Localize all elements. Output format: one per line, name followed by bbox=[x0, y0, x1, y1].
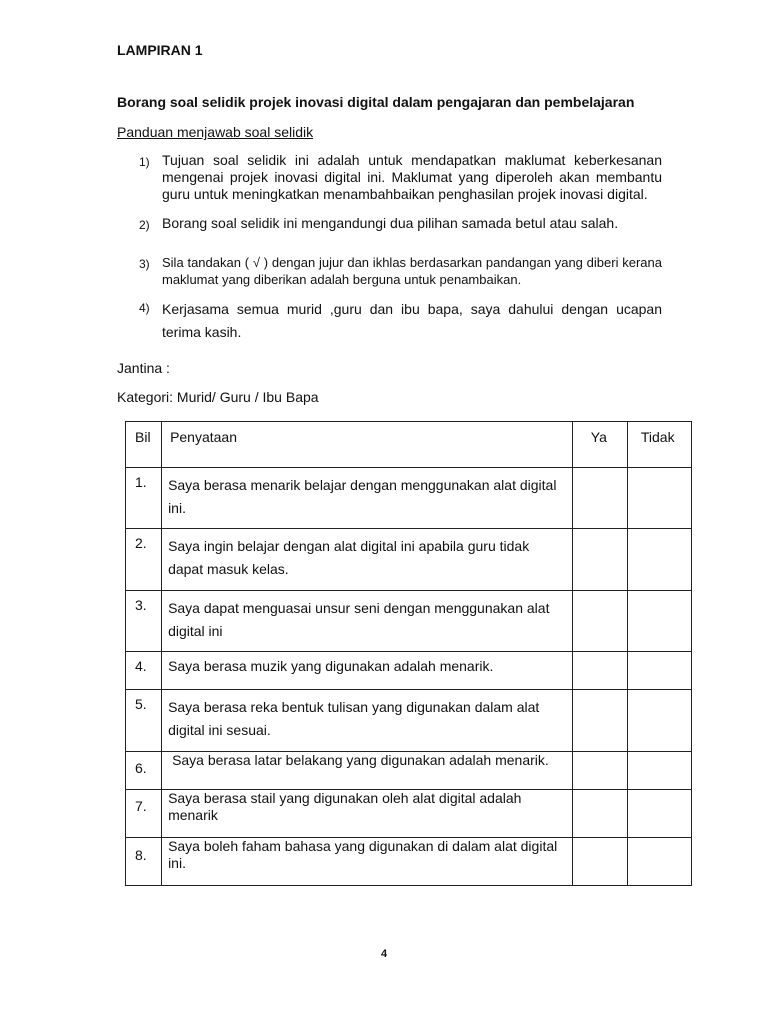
row-number: 5. bbox=[126, 690, 162, 752]
yes-checkbox-cell[interactable] bbox=[572, 468, 627, 529]
header-no: Tidak bbox=[627, 422, 691, 468]
guide-heading: Panduan menjawab soal selidik bbox=[117, 124, 314, 140]
table-row bbox=[126, 690, 692, 752]
guide-item-text: Sila tandakan ( √ ) dengan jujur dan ikhlas berdasarkan pandangan yang diberi kerana maklumat yang diberikan adalah berguna untuk penambaikan. bbox=[162, 255, 662, 287]
no-checkbox-cell[interactable] bbox=[627, 591, 691, 652]
row-statement: Saya berasa muzik yang digunakan adalah menarik. bbox=[162, 652, 573, 690]
row-number: 3. bbox=[126, 591, 162, 652]
row-statement: Saya berasa stail yang digunakan oleh alat digital adalah menarik bbox=[162, 790, 573, 838]
appendix-label: LAMPIRAN 1 bbox=[117, 42, 203, 58]
table-row bbox=[126, 838, 692, 886]
header-statement: Penyataan bbox=[162, 422, 573, 468]
row-statement: Saya ingin belajar dengan alat digital ini apabila guru tidak dapat masuk kelas. bbox=[162, 529, 573, 591]
form-title: Borang soal selidik projek inovasi digital dalam pengajaran dan pembelajaran bbox=[117, 94, 635, 110]
guide-item-text: Kerjasama semua murid ,guru dan ibu bapa, saya dahului dengan ucapan terima kasih. bbox=[162, 301, 662, 340]
row-number: 7. bbox=[126, 790, 162, 838]
table-row bbox=[126, 652, 692, 690]
guide-item bbox=[117, 254, 662, 288]
row-statement: Saya berasa reka bentuk tulisan yang digunakan dalam alat digital ini sesuai. bbox=[162, 690, 573, 752]
row-number: 8. bbox=[126, 838, 162, 886]
yes-checkbox-cell[interactable] bbox=[572, 790, 627, 838]
no-checkbox-cell[interactable] bbox=[627, 690, 691, 752]
header-yes: Ya bbox=[572, 422, 627, 468]
no-checkbox-cell[interactable] bbox=[627, 790, 691, 838]
no-checkbox-cell[interactable] bbox=[627, 529, 691, 591]
table-row bbox=[126, 752, 692, 790]
yes-checkbox-cell[interactable] bbox=[572, 652, 627, 690]
guide-item-number: 2) bbox=[139, 218, 150, 232]
table-row bbox=[126, 790, 692, 838]
header-bil: Bil bbox=[126, 422, 162, 468]
yes-checkbox-cell[interactable] bbox=[572, 752, 627, 790]
yes-checkbox-cell[interactable] bbox=[572, 529, 627, 591]
table-row bbox=[126, 529, 692, 591]
row-number: 1. bbox=[126, 468, 162, 529]
row-number: 2. bbox=[126, 529, 162, 591]
survey-table bbox=[125, 421, 692, 886]
row-statement: Saya berasa latar belakang yang digunakan adalah menarik. bbox=[162, 752, 573, 790]
guide-item bbox=[117, 152, 662, 203]
yes-checkbox-cell[interactable] bbox=[572, 591, 627, 652]
guide-item-text: Borang soal selidik ini mengandungi dua pilihan samada betul atau salah. bbox=[162, 215, 619, 231]
yes-checkbox-cell[interactable] bbox=[572, 838, 627, 886]
no-checkbox-cell[interactable] bbox=[627, 468, 691, 529]
table-header-row bbox=[126, 422, 692, 468]
row-number: 6. bbox=[126, 752, 162, 790]
row-statement: Saya berasa menarik belajar dengan menggunakan alat digital ini. bbox=[162, 468, 573, 529]
table-row bbox=[126, 591, 692, 652]
no-checkbox-cell[interactable] bbox=[627, 752, 691, 790]
no-checkbox-cell[interactable] bbox=[627, 838, 691, 886]
page-number: 4 bbox=[380, 948, 388, 960]
guide-item-number: 3) bbox=[139, 257, 150, 271]
guide-item bbox=[117, 215, 662, 234]
row-number: 4. bbox=[126, 652, 162, 690]
gender-label: Jantina : bbox=[117, 360, 170, 376]
yes-checkbox-cell[interactable] bbox=[572, 690, 627, 752]
table-row bbox=[126, 468, 692, 529]
guide-item-text: Tujuan soal selidik ini adalah untuk mendapatkan maklumat keberkesanan mengenai projek inovasi digital ini. Maklumat yang diperoleh akan membantu guru untuk meningkatkan menambahbaikan penghasilan projek inovasi digital. bbox=[162, 152, 662, 202]
row-statement: Saya dapat menguasai unsur seni dengan menggunakan alat digital ini bbox=[162, 591, 573, 652]
guide-item bbox=[117, 298, 662, 344]
guide-item-number: 1) bbox=[139, 155, 150, 169]
no-checkbox-cell[interactable] bbox=[627, 652, 691, 690]
row-statement: Saya boleh faham bahasa yang digunakan di dalam alat digital ini. bbox=[162, 838, 573, 886]
category-label: Kategori: Murid/ Guru / Ibu Bapa bbox=[117, 389, 319, 405]
guide-item-number: 4) bbox=[139, 301, 150, 315]
